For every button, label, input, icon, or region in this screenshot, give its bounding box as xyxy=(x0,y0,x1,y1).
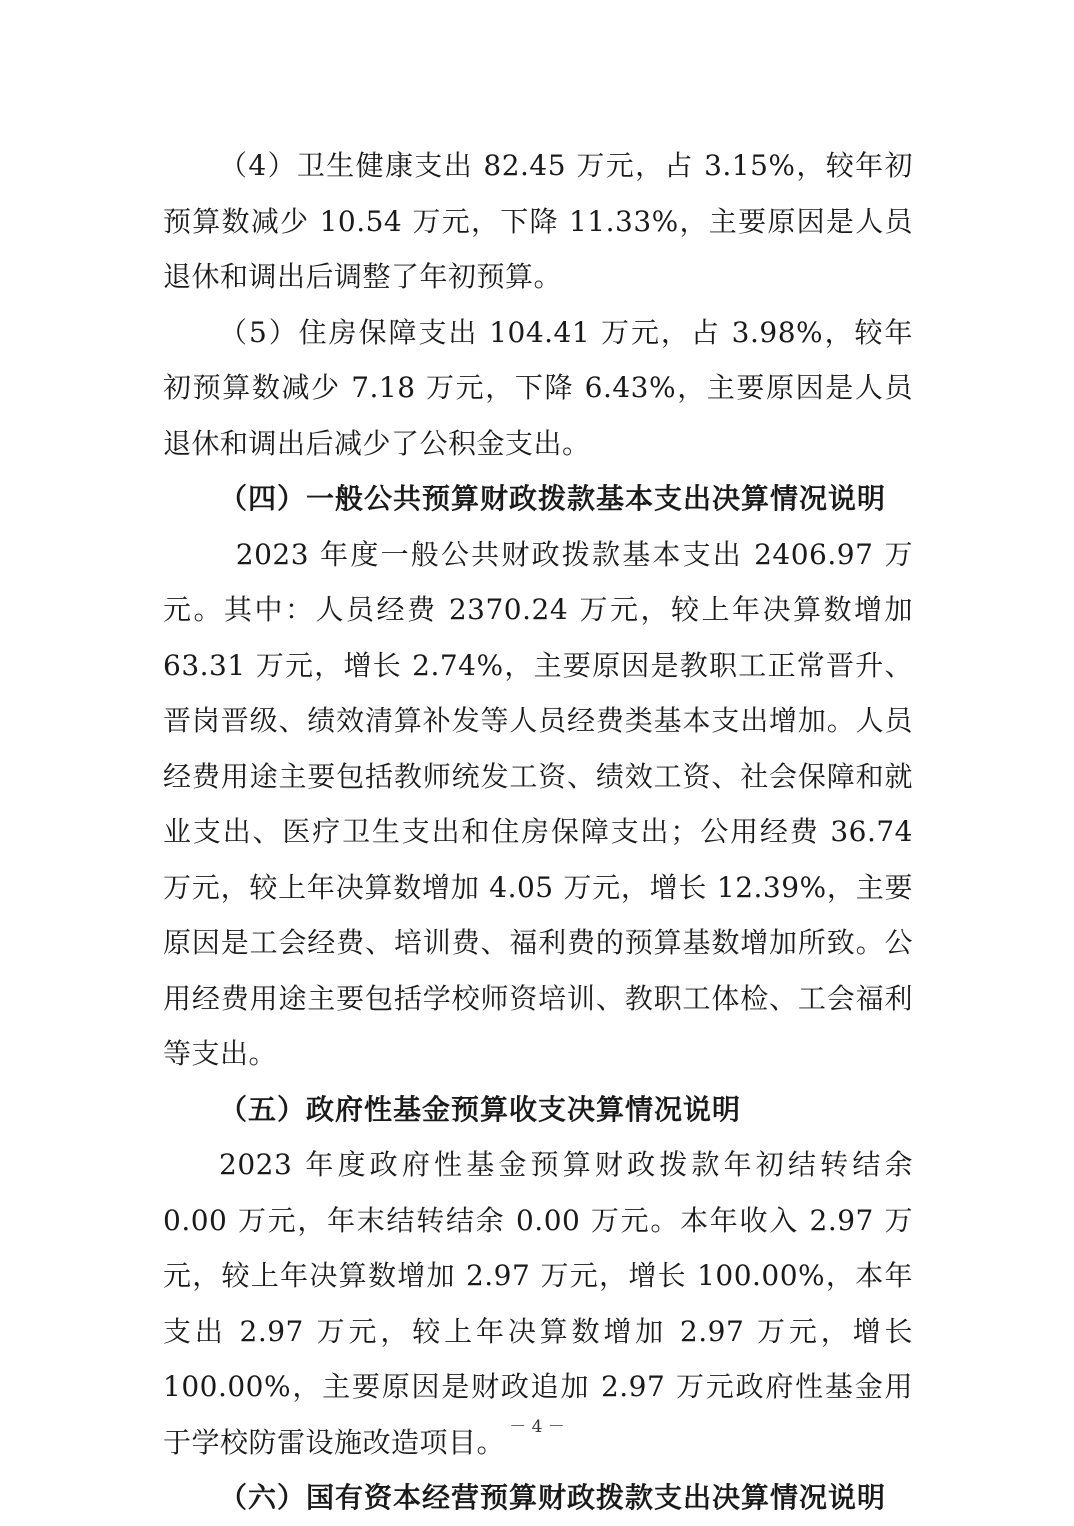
paragraph-basic-expenditure: 2023 年度一般公共财政拨款基本支出 2406.97 万元。其中：人员经费 2370.24 万元，较上年决算数增加 63.31 万元，增长 2.74%，主要原因是教职工正常晋升、晋岗晋级、绩效清算补发等人员经费类基本支出增加。人员经费用途主要包括教师统发工资、绩效工资、社会保障和就业支出、医疗卫生支出和住房保障支出；公用经费 36.74 万元，较上年决算数增加 4.05 万元，增长 12.39%，主要原因是工会经费、培训费、福利费的预算基数增加所致。公用经费用途主要包括学校师资培训、教职工体检、工会福利等支出。 xyxy=(163,537,913,1070)
paragraph-health-expenditure: （4）卫生健康支出 82.45 万元，占 3.15%，较年初预算数减少 10.54 万元，下降 11.33%，主要原因是人员退休和调出后调整了年初预算。 xyxy=(163,149,913,293)
document-body xyxy=(163,138,913,1526)
section-heading-basic-expenditure: （四）一般公共预算财政拨款基本支出决算情况说明 xyxy=(219,482,887,515)
paragraph-housing-expenditure: （5）住房保障支出 104.41 万元，占 3.98%，较年初预算数减少 7.18 万元，下降 6.43%，主要原因是人员退休和调出后减少了公积金支出。 xyxy=(163,315,913,460)
section-heading-state-capital: （六）国有资本经营预算财政拨款支出决算情况说明 xyxy=(219,1481,887,1514)
page-number: － 4 － xyxy=(509,1417,565,1437)
paragraph-government-fund: 2023 年度政府性基金预算财政拨款年初结转结余 0.00 万元，年末结转结余 0.00 万元。本年收入 2.97 万元，较上年决算数增加 2.97 万元，增长 100.00%，本年支出 2.97 万元，较上年决算数增加 2.97 万元，增长 100.00%，主要原因是财政追加 2.97 万元政府性基金用于学校防雷设施改造项目。 xyxy=(163,1148,913,1459)
section-heading-government-fund: （五）政府性基金预算收支决算情况说明 xyxy=(219,1092,742,1126)
